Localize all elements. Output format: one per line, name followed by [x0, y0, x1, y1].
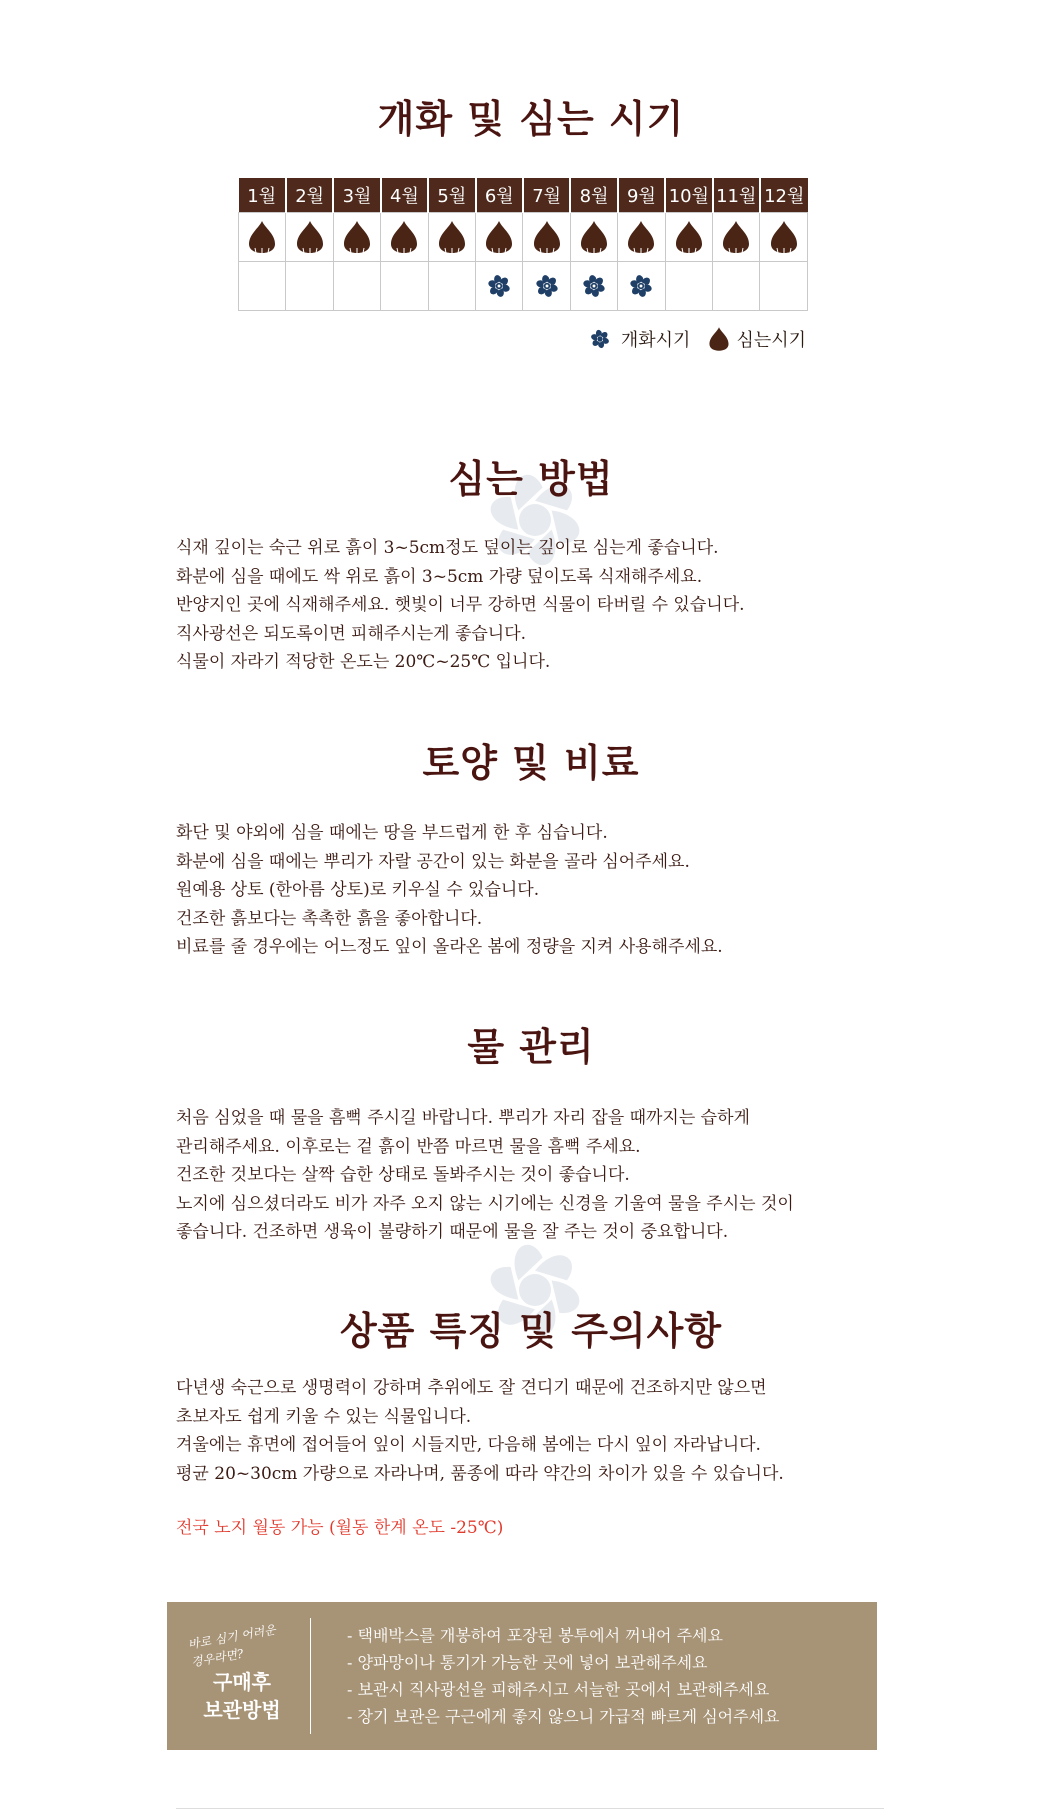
calendar-planting-cell	[333, 213, 380, 262]
planting-text	[176, 534, 896, 677]
calendar-flowering-cell	[333, 262, 380, 311]
winter-hardiness-note: 전국 노지 월동 가능 (월동 한계 온도 -25℃)	[176, 1518, 504, 1538]
soil-line: 비료를 줄 경우에는 어느정도 잎이 올라온 봄에 정량을 지켜 사용해주세요.	[176, 937, 723, 957]
storage-instructions	[347, 1622, 780, 1730]
bulb-icon	[295, 220, 325, 254]
bulb-icon	[579, 220, 609, 254]
storage-item: - 장기 보관은 구근에게 좋지 않으니 가급적 빠르게 심어주세요	[347, 1707, 780, 1726]
calendar-planting-cell	[476, 213, 523, 262]
flower-icon	[481, 268, 517, 304]
storage-divider	[310, 1618, 311, 1734]
calendar-legend	[567, 324, 806, 354]
calendar-title: 개화 및 심는 시기	[377, 97, 685, 141]
calendar-month-header: 6월	[476, 178, 523, 213]
planting-title: 심는 방법	[448, 457, 614, 501]
calendar-planting-cell	[618, 213, 665, 262]
storage-title-line: 보관방법	[203, 1698, 281, 1722]
planting-line: 식물이 자라기 적당한 온도는 20℃~25℃ 입니다.	[176, 652, 551, 672]
planting-line: 직사광선은 되도록이면 피해주시는게 좋습니다.	[176, 623, 527, 644]
calendar-planting-row	[239, 213, 808, 262]
calendar-flowering-cell	[570, 262, 617, 311]
bulb-icon	[437, 220, 467, 254]
features-line: 겨울에는 휴면에 접어들어 잎이 시들지만, 다음해 봄에는 다시 잎이 자라납니다.	[176, 1435, 761, 1455]
storage-script-text	[187, 1621, 281, 1672]
soil-line: 화분에 심을 때에는 뿌리가 자랄 공간이 있는 화분을 골라 심어주세요.	[176, 851, 690, 872]
calendar-planting-cell	[286, 213, 333, 262]
bulb-icon	[674, 220, 704, 254]
water-line: 처음 심었을 때 물을 흠뻑 주시길 바랍니다. 뿌리가 자리 잡을 때까지는 습하게	[176, 1108, 750, 1128]
calendar-month-header: 5월	[428, 178, 475, 213]
storage-script-line: 바로 심기 어려운	[186, 1622, 277, 1652]
water-line: 노지에 심으셨더라도 비가 자주 오지 않는 시기에는 신경을 기울여 물을 주시는 것이	[176, 1193, 794, 1214]
storage-item: - 택배박스를 개봉하여 포장된 봉투에서 꺼내어 주세요	[347, 1626, 723, 1645]
calendar-month-header: 10월	[665, 178, 712, 213]
calendar-month-header: 4월	[381, 178, 428, 213]
planting-line: 화분에 심을 때에도 싹 위로 흙이 3~5cm 가량 덮이도록 식재해주세요.	[176, 566, 703, 587]
calendar-month-header: 8월	[570, 178, 617, 213]
water-line: 관리해주세요. 이후로는 겉 흙이 반쯤 마르면 물을 흠뻑 주세요.	[176, 1136, 641, 1157]
flower-icon	[585, 324, 615, 354]
bulb-icon	[247, 220, 277, 254]
water-line: 건조한 것보다는 살짝 습한 상태로 돌봐주시는 것이 좋습니다.	[176, 1165, 630, 1185]
calendar-planting-cell	[239, 213, 286, 262]
storage-script-line: 경우라면?	[190, 1646, 245, 1670]
water-line: 좋습니다. 건조하면 생육이 불량하기 때문에 물을 잘 주는 것이 중요합니다.	[176, 1222, 729, 1242]
legend-flowering	[585, 324, 691, 354]
calendar-month-header: 2월	[286, 178, 333, 213]
calendar-flowering-cell	[381, 262, 428, 311]
flower-icon	[623, 268, 659, 304]
bottom-divider	[176, 1808, 884, 1809]
calendar-flowering-cell	[665, 262, 712, 311]
calendar-planting-cell	[713, 213, 760, 262]
calendar-planting-cell	[760, 213, 808, 262]
bulb-icon	[769, 220, 799, 254]
bulb-icon	[721, 220, 751, 254]
calendar-month-row	[239, 178, 808, 213]
calendar-month-header: 3월	[333, 178, 380, 213]
planting-line: 식재 깊이는 숙근 위로 흙이 3~5cm정도 덮이는 깊이로 심는게 좋습니다.	[176, 538, 719, 558]
calendar-flowering-cell	[713, 262, 760, 311]
water-text	[176, 1104, 896, 1247]
bulb-icon	[484, 220, 514, 254]
soil-line: 원예용 상토 (한아름 상토)로 키우실 수 있습니다.	[176, 880, 540, 900]
soil-title: 토양 및 비료	[422, 741, 640, 785]
calendar-planting-cell	[428, 213, 475, 262]
calendar-planting-cell	[381, 213, 428, 262]
calendar-flowering-cell	[286, 262, 333, 311]
calendar-planting-cell	[523, 213, 570, 262]
features-line: 평균 20~30cm 가량으로 자라나며, 품종에 따라 약간의 차이가 있을 수 있습니다.	[176, 1463, 784, 1484]
calendar-flowering-row	[239, 262, 808, 311]
calendar-flowering-cell	[760, 262, 808, 311]
features-line: 다년생 숙근으로 생명력이 강하며 추위에도 잘 견디기 때문에 건조하지만 않으면	[176, 1378, 767, 1398]
bulb-icon	[532, 220, 562, 254]
calendar-flowering-cell	[239, 262, 286, 311]
storage-item: - 보관시 직사광선을 피해주시고 서늘한 곳에서 보관해주세요	[347, 1680, 770, 1699]
soil-text	[176, 819, 896, 962]
calendar-month-header: 12월	[760, 178, 808, 213]
calendar-month-header: 9월	[618, 178, 665, 213]
calendar-flowering-cell	[523, 262, 570, 311]
flower-icon	[529, 268, 565, 304]
calendar-planting-cell	[570, 213, 617, 262]
bulb-icon	[342, 220, 372, 254]
legend-flowering-label: 개화시기	[620, 330, 691, 351]
features-text	[176, 1374, 896, 1543]
calendar-month-header: 1월	[239, 178, 286, 213]
storage-box-title	[167, 1668, 317, 1724]
soil-line: 화단 및 야외에 심을 때에는 땅을 부드럽게 한 후 심습니다.	[176, 823, 608, 843]
post-purchase-storage-box	[167, 1602, 877, 1750]
bloom-planting-calendar	[238, 178, 808, 311]
bulb-icon	[626, 220, 656, 254]
storage-item: - 양파망이나 통기가 가능한 곳에 넣어 보관해주세요	[347, 1653, 708, 1672]
storage-box-label	[167, 1602, 307, 1750]
calendar-flowering-cell	[476, 262, 523, 311]
features-title: 상품 특징 및 주의사항	[339, 1309, 723, 1353]
bulb-icon	[389, 220, 419, 254]
calendar-month-header: 11월	[713, 178, 760, 213]
legend-planting	[708, 325, 806, 353]
bulb-icon	[708, 325, 730, 353]
storage-title-line: 구매후	[213, 1670, 271, 1694]
flower-icon	[576, 268, 612, 304]
calendar-flowering-cell	[428, 262, 475, 311]
water-title: 물 관리	[467, 1025, 595, 1069]
features-line: 초보자도 쉽게 키울 수 있는 식물입니다.	[176, 1406, 472, 1427]
soil-line: 건조한 흙보다는 촉촉한 흙을 좋아합니다.	[176, 908, 483, 929]
calendar-planting-cell	[665, 213, 712, 262]
planting-line: 반양지인 곳에 식재해주세요. 햇빛이 너무 강하면 식물이 타버릴 수 있습니다.	[176, 595, 745, 615]
legend-planting-label: 심는시기	[736, 330, 806, 351]
calendar-month-header: 7월	[523, 178, 570, 213]
calendar-flowering-cell	[618, 262, 665, 311]
